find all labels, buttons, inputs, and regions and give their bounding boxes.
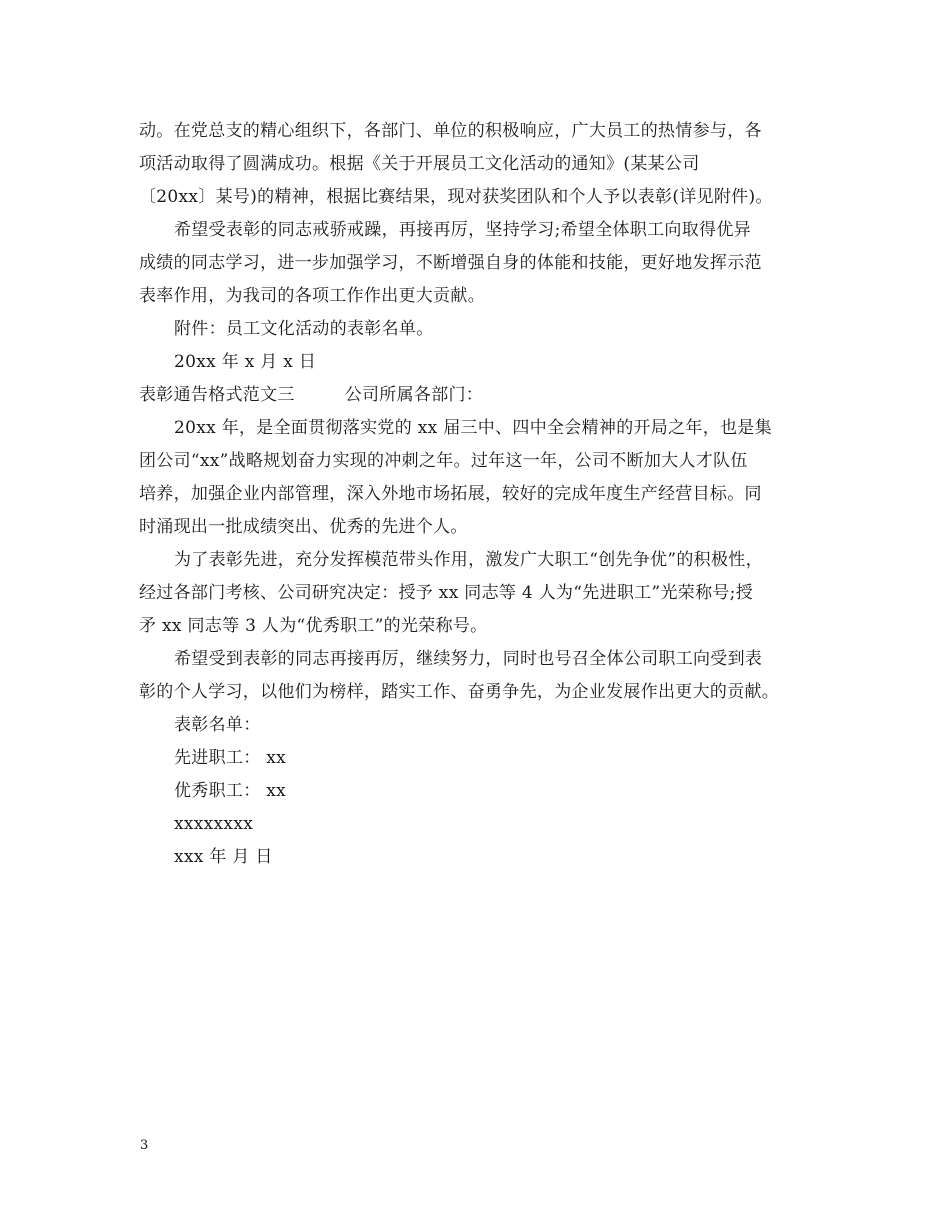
paragraph-line: 矛 xx 同志等 3 人为“优秀职工”的光荣称号。 [139,616,488,636]
document-body [139,115,819,874]
paragraph-line: 希望受表彰的同志戒骄戒躁，再接再厉，坚持学习;希望全体职工向取得优异 [174,220,751,240]
page-number: 3 [140,1138,149,1153]
list-item: 优秀职工： xx [174,781,286,801]
paragraph-line: 动。在党总支的精心组织下，各部门、单位的积极响应，广大员工的热情参与，各 [139,121,762,141]
paragraph-line: 成绩的同志学习，进一步加强学习，不断增强自身的体能和技能，更好地发挥示范 [139,253,762,273]
list-heading: 表彰名单： [174,715,261,735]
section-title: 表彰通告格式范文三 [139,385,295,405]
list-item: 先进职工： xx [174,748,286,768]
paragraph-line: 希望受到表彰的同志再接再厉，继续努力，同时也号召全体公司职工向受到表 [174,649,763,669]
paragraph-line: 团公司“xx”战略规划奋力实现的冲刺之年。过年这一年，公司不断加大人才队伍 [139,451,748,471]
date-line: 20xx 年 x 月 x 日 [174,352,317,372]
signature-line: xxxxxxxx [174,814,254,834]
paragraph-line: 时涌现出一批成绩突出、优秀的先进个人。 [139,517,468,537]
paragraph-line: 20xx 年，是全面贯彻落实党的 xx 届三中、四中全会精神的开局之年，也是集 [174,418,772,438]
paragraph-line: 经过各部门考核、公司研究决定：授予 xx 同志等 4 人为“先进职工”光荣称号;授 [139,583,754,603]
paragraph-line: 项活动取得了圆满成功。根据《关于开展员工文化活动的通知》(某某公司 [139,154,700,174]
paragraph-line: 培养，加强企业内部管理，深入外地市场拓展，较好的完成年度生产经营目标。同 [139,484,762,504]
salutation: 公司所属各部门： [344,385,484,405]
section-heading-line [139,379,819,412]
paragraph-line: 为了表彰先进，充分发挥模范带头作用，激发广大职工“创先争优”的积极性， [174,550,763,570]
paragraph-line: 彰的个人学习，以他们为榜样，踏实工作、奋勇争先，为企业发展作出更大的贡献。 [139,682,780,702]
attachment-line: 附件：员工文化活动的表彰名单。 [174,319,434,339]
paragraph-line: 〔20xx〕某号)的精神，根据比赛结果，现对获奖团队和个人予以表彰(详见附件)。 [139,187,773,207]
paragraph-line: 表率作用，为我司的各项工作作出更大贡献。 [139,286,485,306]
date-line: xxx 年 月 日 [174,847,273,867]
